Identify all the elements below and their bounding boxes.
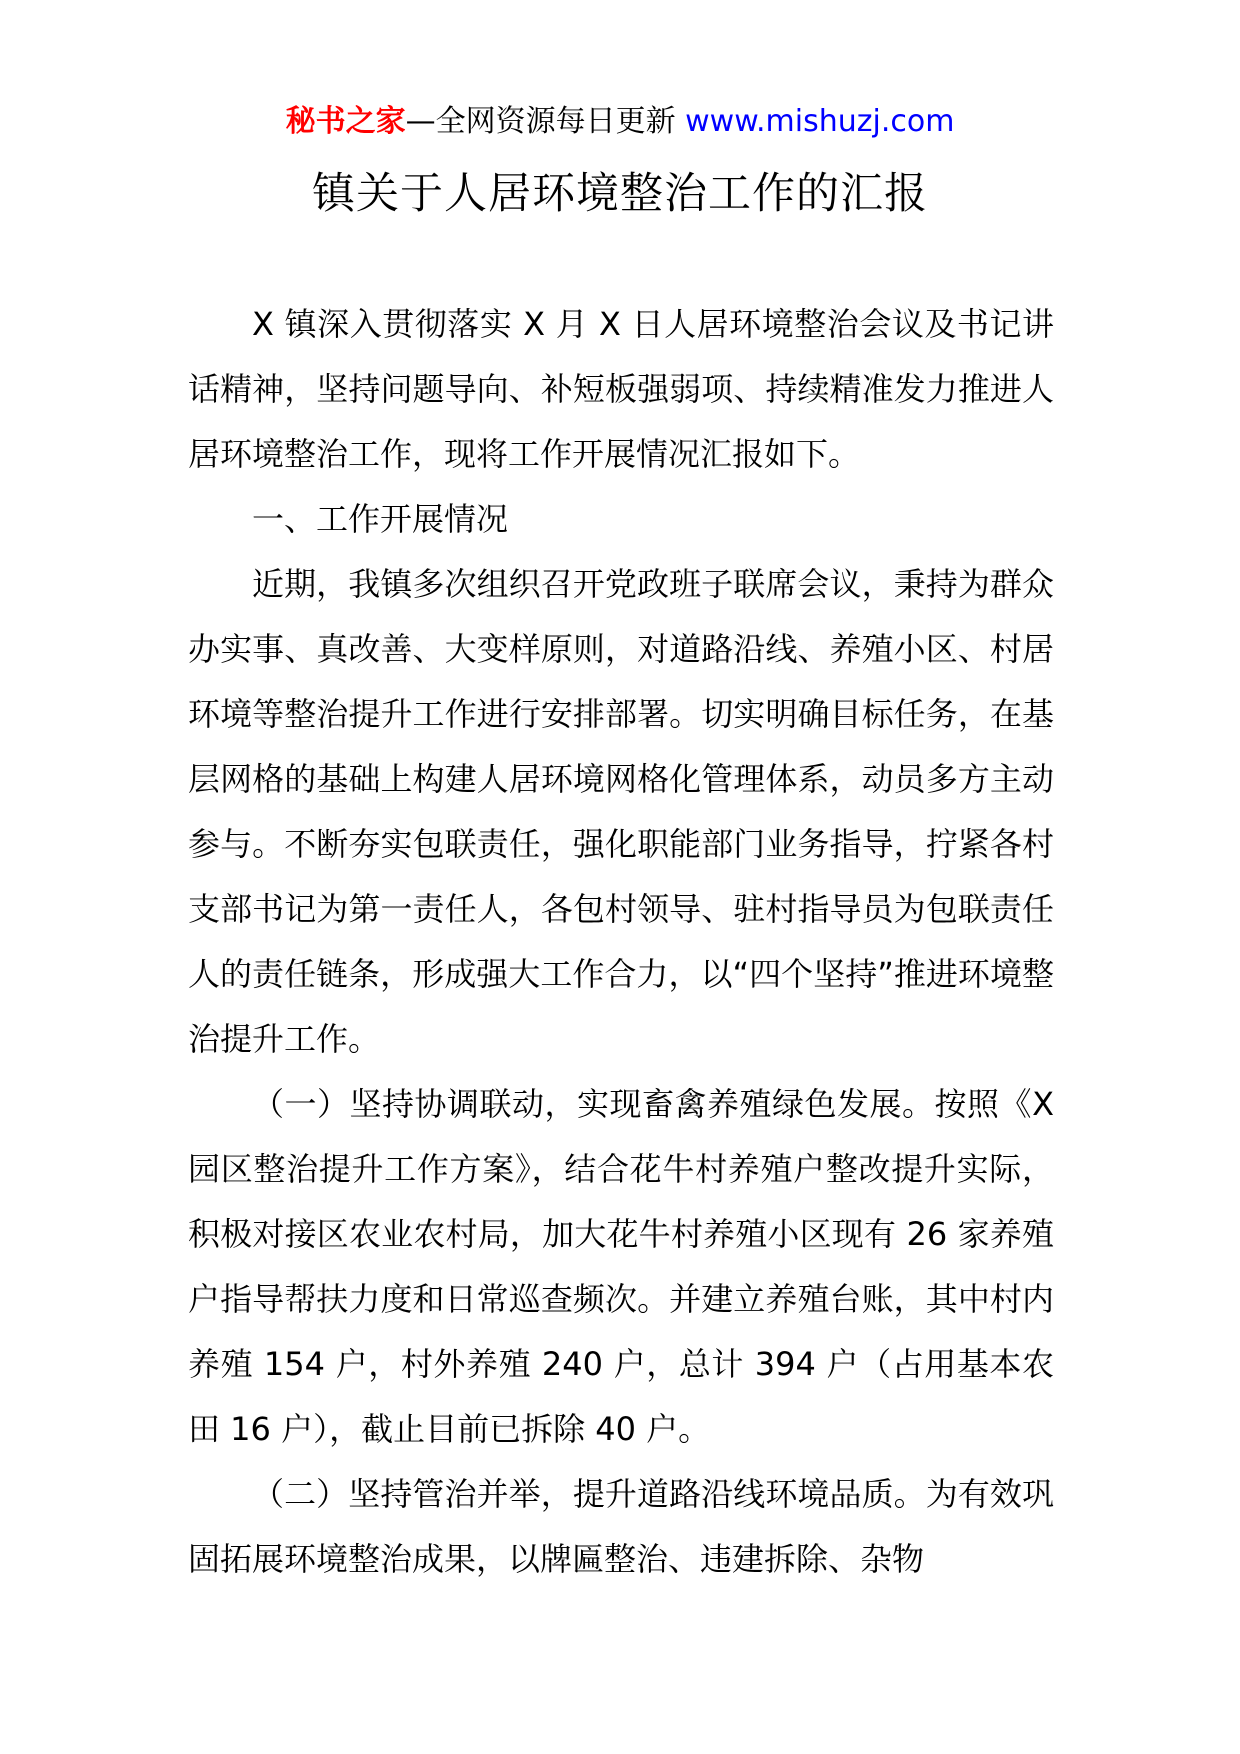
- body-paragraph: 近期，我镇多次组织召开党政班子联席会议，秉持为群众办实事、真改善、大变样原则，对道路沿线、养殖小区、村居环境等整治提升工作进行安排部署。切实明确目标任务，在基层网格的基础上构建人居环境网格化管理体系，动员多方主动参与。不断夯实包联责任，强化职能部门业务指导，拧紧各村支部书记为第一责任人，各包村领导、驻村指导员为包联责任人的责任链条，形成强大工作合力，以“四个坚持”推进环境整治提升工作。: [188, 565, 1054, 1058]
- section-heading: 一、工作开展情况: [252, 500, 509, 538]
- watermark-header: [0, 100, 1240, 144]
- site-url[interactable]: www.mishuzj.com: [685, 104, 955, 139]
- document-title: 镇关于人居环境整治工作的汇报: [312, 169, 928, 219]
- subsection-paragraph: （二）坚持管治并举，提升道路沿线环境品质。为有效巩固拓展环境整治成果，以牌匾整治、违建拆除、杂物: [188, 1475, 1054, 1578]
- subsection-paragraph: （一）坚持协调联动，实现畜禽养殖绿色发展。按照《X 园区整治提升工作方案》，结合花牛村养殖户整改提升实际，积极对接区农业农村局，加大花牛村养殖小区现有 26 家养殖户指导帮扶力度和日常巡查频次。并建立养殖台账，其中村内养殖 154 户，村外养殖 240 户，总计 394 户（占用基本农田 16 户），截止目前已拆除 40 户。: [188, 1085, 1054, 1448]
- brand-slogan: —全网资源每日更新: [405, 104, 676, 139]
- intro-paragraph: X 镇深入贯彻落实 X 月 X 日人居环境整治会议及书记讲话精神，坚持问题导向、补短板强弱项、持续精准发力推进人居环境整治工作，现将工作开展情况汇报如下。: [188, 305, 1054, 473]
- document-body: [188, 292, 1054, 1592]
- brand-name: 秘书之家: [285, 104, 406, 139]
